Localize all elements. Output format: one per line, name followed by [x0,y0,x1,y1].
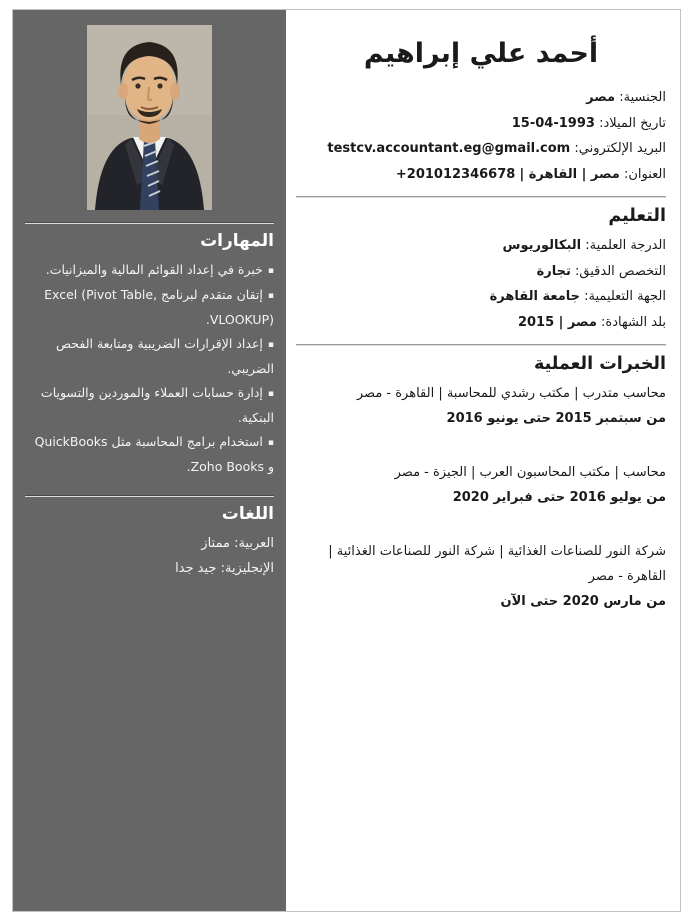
info-row-email [296,136,666,162]
edu-row-major [296,259,666,285]
info-row-address [296,162,666,188]
skills-heading: المهارات [200,231,274,251]
language-item [25,531,274,556]
languages-heading: اللغات [221,504,274,524]
skill-text: إتقان متقدم لبرنامج Excel (Pivot Table, VLOOKUP). [44,287,274,327]
experience-entry [296,539,666,614]
experience-title: شركة النور للصناعات الغذائية | شركة النور للصناعات الغذائية | القاهرة - مصر [328,544,666,584]
bullet-icon: ▪ [267,389,274,399]
email-label: البريد الإلكتروني: [574,141,666,156]
section-divider [296,344,666,346]
experience-heading: الخبرات العملية [534,354,666,374]
skill-text: إدارة حسابات العملاء والموردين والتسويات البنكية. [40,385,274,425]
nationality-value: مصر [586,90,616,105]
skill-item [25,332,274,381]
major-value: تجارة [536,263,571,279]
skill-item [25,258,274,283]
edu-row-degree [296,233,666,259]
skill-item [25,381,274,430]
birthdate-value: 1993-04-15 [511,115,595,131]
address-value: مصر | القاهرة | [519,166,620,182]
experience-entry [296,460,666,510]
section-divider [296,196,666,198]
institution-value: جامعة القاهرة [489,289,581,304]
experience-title: محاسب | مكتب المحاسبون العرب | الجيزة - مصر [394,465,666,480]
bullet-icon: ▪ [267,438,274,448]
edu-row-institution [296,284,666,310]
edu-row-country [296,310,666,336]
info-row-nationality [296,85,666,111]
sidebar-divider [25,495,274,497]
phone-value: +201012346678 [395,166,516,182]
language-item [25,556,274,581]
language-label: الإنجليزية: [220,561,274,576]
bullet-icon: ▪ [267,266,274,276]
degree-value: البكالوريوس [502,238,582,253]
skill-text: استخدام برامج المحاسبة مثل QuickBooks و Zoho Books. [34,434,274,474]
skill-item [25,283,274,332]
certificate-country-value: مصر | 2015 [517,314,597,330]
language-level: ممتاز [201,536,230,551]
major-label: التخصص الدقيق: [575,263,666,279]
bullet-icon: ▪ [267,340,274,350]
language-level: جيد جدا [175,561,217,576]
degree-label: الدرجة العلمية: [585,238,666,253]
experience-period: من يوليو 2016 حتى فبراير 2020 [452,490,666,505]
birthdate-label: تاريخ الميلاد: [599,115,666,131]
skill-item [25,430,274,479]
experience-period: من سبتمبر 2015 حتى يونيو 2016 [446,411,666,426]
skill-text: إعداد الإقرارات الضريبية ومتابعة الفحص الضريبي. [55,336,274,376]
skill-text: خبرة في إعداد القوائم المالية والميزانيات. [45,262,263,277]
language-label: العربية: [234,536,274,551]
experience-entry [296,381,666,431]
institution-label: الجهة التعليمية: [584,289,666,304]
profile-photo [87,25,212,210]
candidate-name: أحمد علي إبراهيم [363,38,599,69]
info-row-birthdate [296,111,666,137]
experience-period: من مارس 2020 حتى الآن [500,594,666,609]
sidebar-divider [25,222,274,224]
main-column [286,10,680,911]
nationality-label: الجنسية: [619,90,666,105]
email-value: testcv.accountant.eg@gmail.com [327,141,571,156]
sidebar [13,10,286,911]
profile-photo-illustration [87,25,212,210]
experience-title: محاسب متدرب | مكتب رشدي للمحاسبة | القاهرة - مصر [356,386,666,401]
certificate-country-label: بلد الشهادة: [601,314,666,330]
education-heading: التعليم [608,206,666,226]
address-label: العنوان: [623,166,666,182]
bullet-icon: ▪ [267,291,274,301]
cv-page [12,9,681,912]
